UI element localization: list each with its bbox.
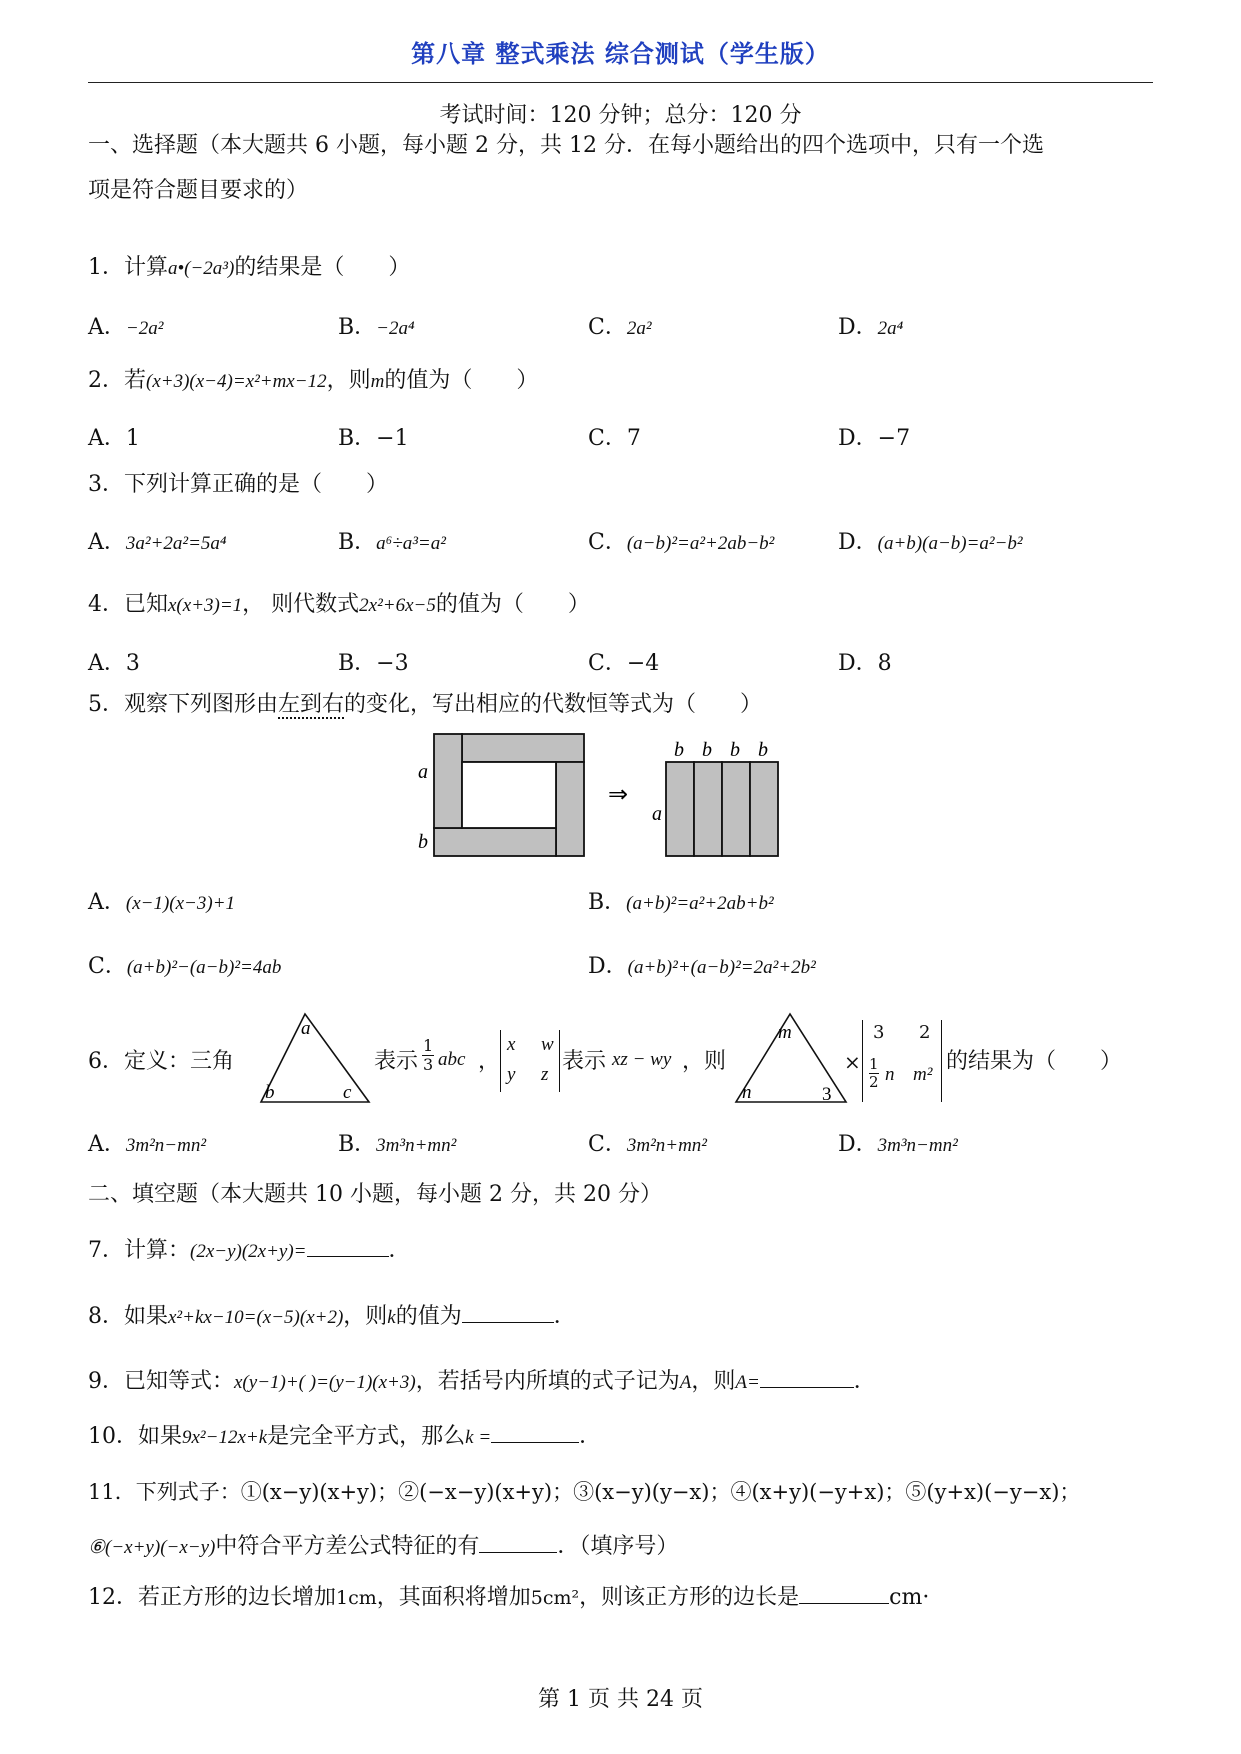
- q3-option-d: D．(a+b)(a−b)=a²−b²: [838, 530, 1023, 555]
- q6-option-d: D．3m³n−mn²: [838, 1132, 958, 1157]
- q1-option-d: D．2a⁴: [838, 315, 904, 340]
- q6-option-c: C．3m²n+mn²: [588, 1132, 707, 1157]
- q6-stem-pre: 6．定义：三角: [88, 1049, 234, 1074]
- q4-option-d: D．8: [838, 651, 892, 676]
- exam-info: 考试时间：120 分钟；总分：120 分: [439, 103, 802, 128]
- q2-expr: (x+3)(x−4)=x²+mx−12: [146, 371, 327, 392]
- question-1: [88, 253, 410, 284]
- q5-label-b4: b: [758, 739, 768, 761]
- q5-option-b: B．(a+b)²=a²+2ab+b²: [588, 890, 774, 915]
- q9-answer-blank[interactable]: [760, 1367, 854, 1388]
- page-footer: 第 1 页 共 24 页: [538, 1687, 703, 1712]
- implies-arrow: ⇒: [608, 780, 629, 808]
- question-8: 8．如果x²+kx−10=(x−5)(x+2)，则k的值为 ．: [88, 1304, 576, 1329]
- q2-option-d: D．−7: [838, 426, 911, 451]
- q5-square-frame: [434, 734, 584, 856]
- q8-answer-blank[interactable]: [462, 1302, 554, 1323]
- q11-answer-blank[interactable]: [479, 1532, 557, 1553]
- q1-option-a: A．−2a²: [88, 315, 164, 340]
- q5-option-c: C．(a+b)²−(a−b)²=4ab: [88, 954, 282, 979]
- q5-label-b1: b: [674, 739, 684, 761]
- q4-option-b: B．−3: [338, 651, 409, 676]
- svg-text:a: a: [301, 1018, 311, 1039]
- question-7: 7．计算：(2x−y)(2x+y)= ．: [88, 1238, 411, 1263]
- q6-determinant-1: x w y z: [500, 1030, 560, 1092]
- q1-option-b: B．−2a⁴: [338, 315, 415, 340]
- svg-text:m: m: [778, 1022, 792, 1043]
- q6-option-a: A．3m²n−mn²: [88, 1132, 207, 1157]
- q6-det-expr: xz − wy: [612, 1049, 672, 1070]
- question-3: 3．下列计算正确的是（ ）: [88, 472, 388, 497]
- q5-label-b3: b: [730, 739, 740, 761]
- q6-fraction: 1 3: [423, 1036, 434, 1074]
- q5-rectangle: [666, 762, 778, 856]
- header-rule: [88, 82, 1153, 83]
- svg-text:c: c: [343, 1082, 352, 1103]
- q5-label-a-left: a: [418, 761, 428, 783]
- q7-answer-blank[interactable]: [307, 1236, 389, 1257]
- q2-option-a: A．1: [88, 426, 140, 451]
- q1-stem-pre: 1．计算: [88, 255, 168, 280]
- q5-option-d: D．(a+b)²+(a−b)²=2a²+2b²: [588, 954, 816, 979]
- q5-emphasis: 左到右: [278, 692, 345, 717]
- q5-figure: [418, 730, 820, 870]
- svg-text:3: 3: [822, 1084, 832, 1105]
- q4-option-a: A．3: [88, 651, 140, 676]
- q6-comma: ，: [478, 1049, 501, 1074]
- q6-represent-1: 表示: [374, 1049, 419, 1074]
- q6-option-b: B．3m³n+mn²: [338, 1132, 457, 1157]
- q1-expr: a•(−2a³): [168, 258, 235, 279]
- q3-option-a: A．3a²+2a²=5a⁴: [88, 530, 227, 555]
- q6-triangle-2: [732, 1008, 854, 1106]
- svg-text:n: n: [742, 1082, 752, 1103]
- q6-stem-post: 的结果为（ ）: [946, 1049, 1123, 1074]
- question-12: 12．若正方形的边长增加1cm，其面积将增加5cm²，则该正方形的边长是 cm·: [88, 1585, 930, 1610]
- question-10: 10．如果9x²−12x+k是完全平方式，那么k = ．: [88, 1424, 602, 1449]
- q5-option-a: A．(x−1)(x−3)+1: [88, 890, 236, 915]
- q5-label-a-right: a: [652, 803, 662, 825]
- q5-label-b2: b: [702, 739, 712, 761]
- q2-option-b: B．−1: [338, 426, 409, 451]
- q6-then: ，则: [682, 1049, 727, 1074]
- q4-option-c: C．−4: [588, 651, 660, 676]
- q5-label-b-left: b: [418, 831, 428, 853]
- question-5: 5．观察下列图形由左到右的变化，写出相应的代数恒等式为（ ）: [88, 692, 763, 717]
- q6-triangle-1: [255, 1008, 375, 1106]
- q12-answer-blank[interactable]: [799, 1583, 889, 1604]
- section1-heading: 一、选择题（本大题共 6 小题，每小题 2 分，共 12 分．在每小题给出的四个选项中，只有一个选: [88, 133, 1044, 158]
- q1-option-c: C．2a²: [588, 315, 652, 340]
- section1-heading-cont: 项是符合题目要求的）: [88, 178, 309, 203]
- q6-represent-2: 表示: [562, 1049, 607, 1074]
- question-2: 2．若(x+3)(x−4)=x²+mx−12，则m的值为（ ）: [88, 368, 539, 393]
- section2-heading: 二、填空题（本大题共 10 小题，每小题 2 分，共 20 分）: [88, 1182, 662, 1207]
- q6-abc: abc: [438, 1049, 466, 1070]
- q3-option-b: B．a⁶÷a³=a²: [338, 530, 446, 555]
- q1-stem-post: 的结果是（ ）: [234, 255, 411, 280]
- q6-times: ×: [844, 1050, 861, 1074]
- q10-answer-blank[interactable]: [491, 1422, 579, 1443]
- document-title: 第八章 整式乘法 综合测试（学生版）: [411, 39, 830, 68]
- question-11-cont: ⑥(−x+y)(−x−y)中符合平方差公式特征的有 ．（填序号）: [88, 1534, 679, 1559]
- q2-option-c: C．7: [588, 426, 641, 451]
- svg-text:b: b: [265, 1082, 275, 1103]
- question-4: 4．已知x(x+3)=1， 则代数式2x²+6x−5的值为（ ）: [88, 592, 590, 617]
- question-9: 9．已知等式：x(y−1)+( )=(y−1)(x+3)，若括号内所填的式子记为A，则A= ．: [88, 1369, 876, 1394]
- q3-option-c: C．(a−b)²=a²+2ab−b²: [588, 530, 775, 555]
- question-11: 11．下列式子：①(x−y)(x+y)；②(−x−y)(x+y)；③(x−y)(y−x)；④(x+y)(−y+x)；⑤(y+x)(−y−x)；: [88, 1480, 1081, 1504]
- q6-determinant-2: 3 2 1 2 n m²: [862, 1020, 942, 1102]
